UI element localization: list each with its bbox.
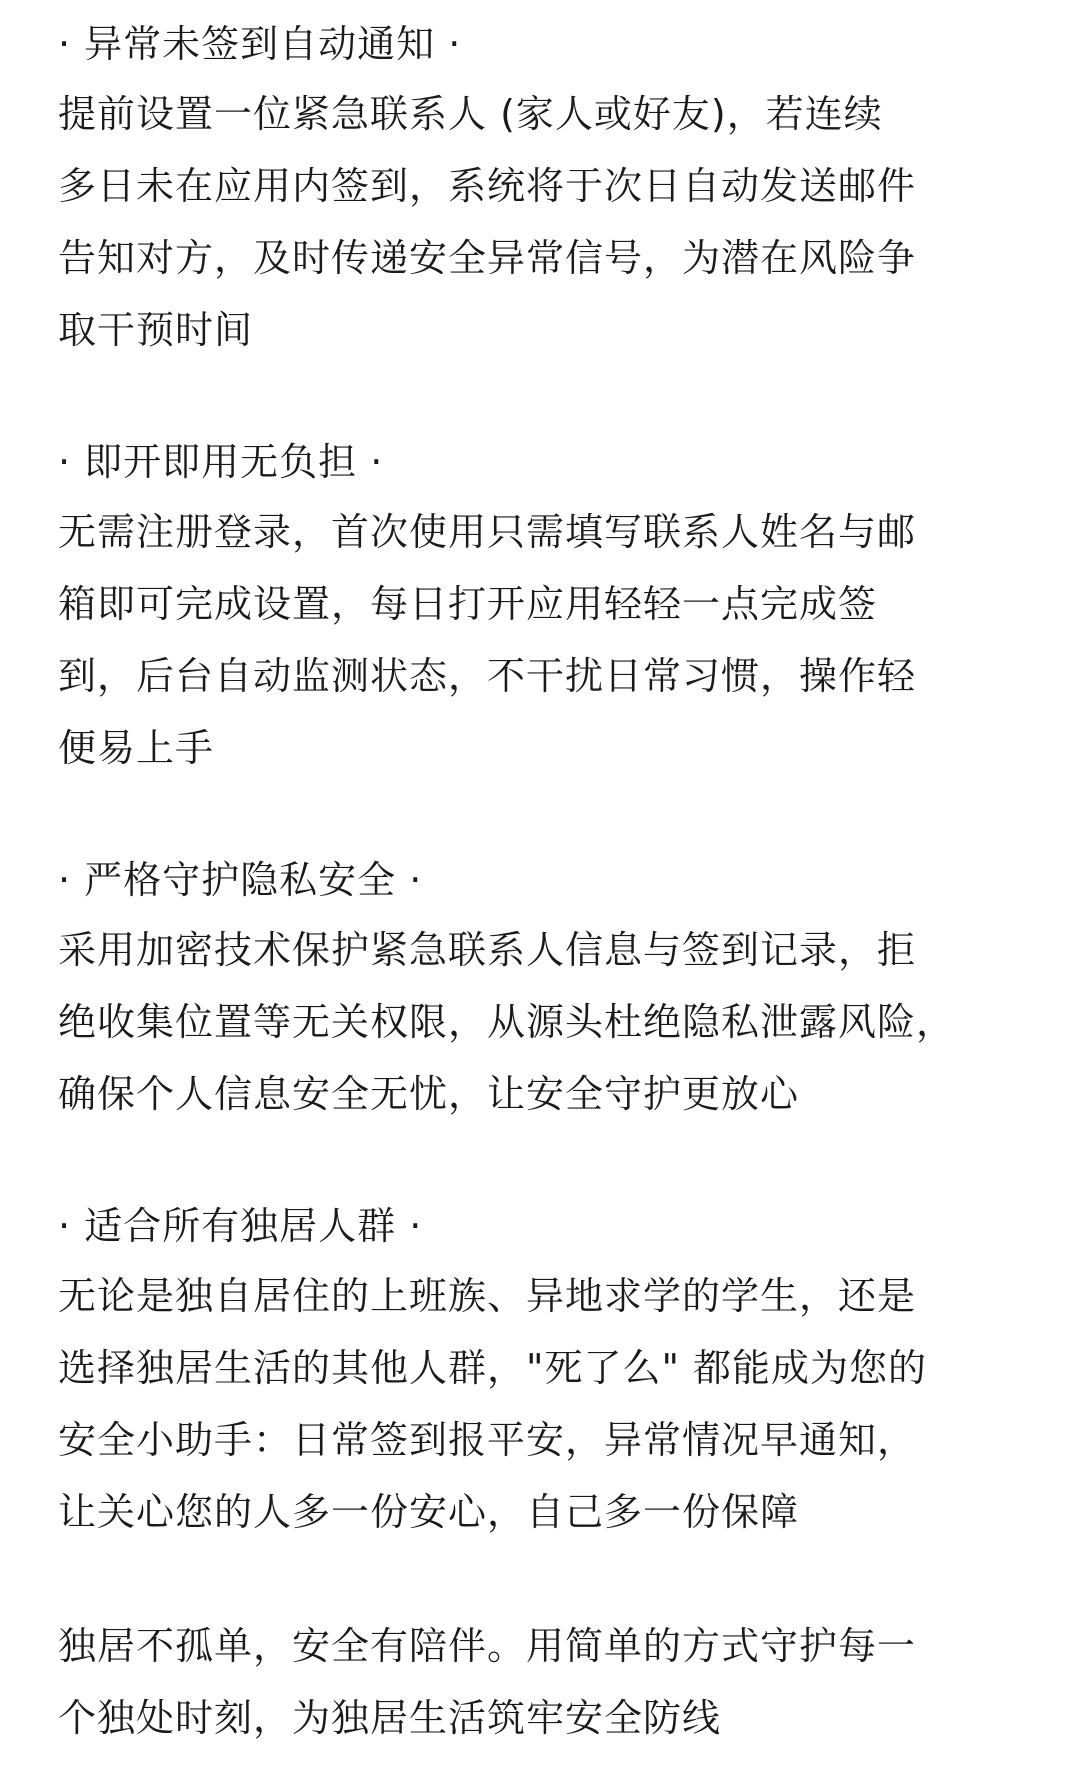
paragraph-line: 绝收集位置等无关权限，从源头杜绝隐私泄露风险，: [58, 1000, 956, 1044]
section-ready-to-use: [58, 428, 1020, 784]
paragraph-line: 便易上手: [58, 726, 215, 770]
paragraph-line: 多日未在应用内签到，系统将于次日自动发送邮件: [58, 164, 917, 208]
paragraph-line: 箱即可完成设置，每日打开应用轻轻一点完成签: [58, 582, 878, 626]
section-spacer: [58, 1130, 1020, 1192]
section-spacer: [58, 366, 1020, 428]
section-heading: · 异常未签到自动通知 ·: [58, 22, 462, 66]
paragraph-line: 无论是独自居住的上班族、异地求学的学生，还是: [58, 1274, 917, 1318]
paragraph-line: 确保个人信息安全无忧，让安全守护更放心: [58, 1072, 800, 1116]
section-spacer: [58, 1548, 1020, 1610]
section-heading: · 即开即用无负担 ·: [58, 440, 384, 484]
paragraph-line: 到，后台自动监测状态，不干扰日常习惯，操作轻: [58, 654, 917, 698]
paragraph-line: 让关心您的人多一份安心，自己多一份保障: [58, 1490, 800, 1534]
closing-line: 个独处时刻，为独居生活筑牢安全防线: [58, 1696, 722, 1740]
section-privacy: [58, 846, 1020, 1130]
section-audience: [58, 1192, 1020, 1548]
section-heading: · 严格守护隐私安全 ·: [58, 858, 423, 902]
section-spacer: [58, 784, 1020, 846]
paragraph-line: 取干预时间: [58, 308, 254, 352]
section-heading: · 适合所有独居人群 ·: [58, 1204, 423, 1248]
paragraph-line: 选择独居生活的其他人群，"死了么" 都能成为您的: [58, 1346, 928, 1390]
paragraph-line: 无需注册登录，首次使用只需填写联系人姓名与邮: [58, 510, 917, 554]
paragraph-line: 采用加密技术保护紧急联系人信息与签到记录，拒: [58, 928, 917, 972]
paragraph-line: 告知对方，及时传递安全异常信号，为潜在风险争: [58, 236, 917, 280]
closing-statement: [58, 1610, 1020, 1754]
paragraph-line: 提前设置一位紧急联系人 (家人或好友)，若连续: [58, 92, 883, 136]
section-auto-notify: [58, 10, 1020, 366]
paragraph-line: 安全小助手：日常签到报平安，异常情况早通知，: [58, 1418, 917, 1462]
closing-line: 独居不孤单，安全有陪伴。用简单的方式守护每一: [58, 1624, 917, 1668]
